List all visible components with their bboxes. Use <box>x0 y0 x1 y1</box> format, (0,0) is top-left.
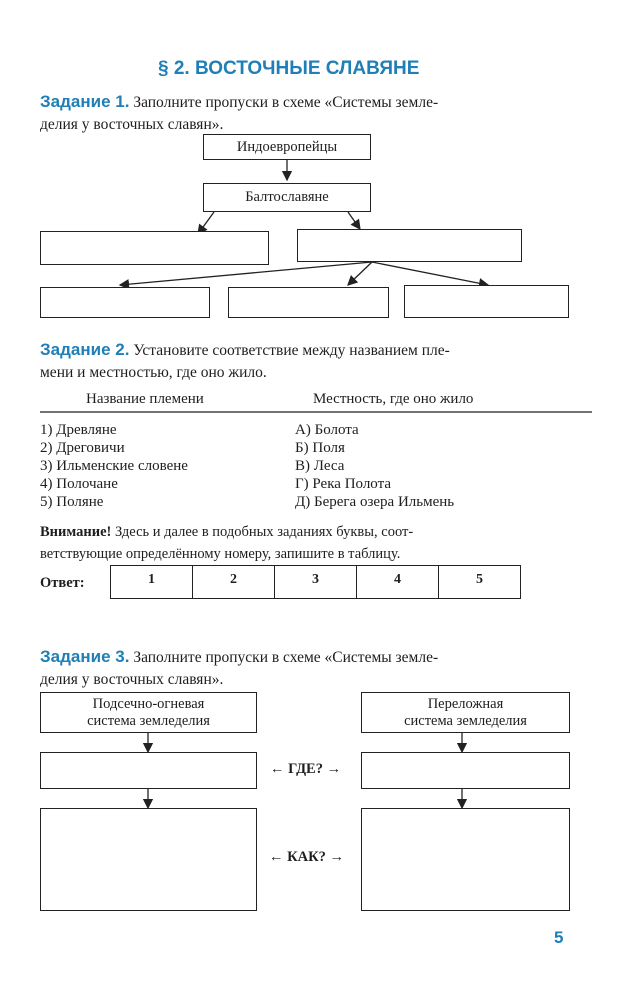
blank-where-right[interactable] <box>361 752 570 789</box>
blank-box-2[interactable] <box>297 229 522 262</box>
attention-line2: ветствующие определённому номеру, запишите в таблицу. <box>40 546 401 562</box>
task2-label: Задание 2. <box>40 340 130 359</box>
place-item: А) Болота <box>295 422 359 438</box>
col-header-place: Местность, где оно жило <box>313 391 474 407</box>
blank-box-4[interactable] <box>228 287 389 318</box>
places-list <box>295 421 454 511</box>
box-slash-and-burn <box>40 692 257 733</box>
attention-label: Внимание! <box>40 524 112 540</box>
blank-box-3[interactable] <box>40 287 210 318</box>
tribe-item: 5) Поляне <box>40 494 104 510</box>
tribe-item: 2) Дреговичи <box>40 440 125 456</box>
how-question: ← КАК? → <box>269 849 344 865</box>
answer-cell-4[interactable]: 4 <box>357 566 439 599</box>
task3-line1: Заполните пропуски в схеме «Системы земле- <box>129 649 439 666</box>
tribes-list <box>40 421 188 511</box>
blank-how-right[interactable] <box>361 808 570 911</box>
attention-note <box>40 521 600 565</box>
blank-how-left[interactable] <box>40 808 257 911</box>
task3-text <box>40 646 600 691</box>
box-fallow <box>361 692 570 733</box>
place-item: Б) Поля <box>295 440 345 456</box>
place-item: Г) Река Полота <box>295 476 392 492</box>
answer-cell-3[interactable]: 3 <box>275 566 357 599</box>
tribe-item: 1) Древляне <box>40 422 117 438</box>
answer-cell-2[interactable]: 2 <box>193 566 275 599</box>
place-item: В) Леса <box>295 458 345 474</box>
task3-line2: делия у восточных славян». <box>40 671 224 688</box>
task1-line2: делия у восточных славян». <box>40 116 224 133</box>
page-title: § 2. ВОСТОЧНЫЕ СЛАВЯНЕ <box>158 58 420 79</box>
task2-line2: мени и местностью, где оно жило. <box>40 364 267 381</box>
attention-line1: Здесь и далее в подобных заданиях буквы, соот- <box>111 524 414 540</box>
blank-box-5[interactable] <box>404 285 569 318</box>
answer-label: Ответ: <box>40 575 85 591</box>
box-slash-and-burn-line2: система земледелия <box>87 712 210 729</box>
task1-label: Задание 1. <box>40 92 130 111</box>
blank-box-1[interactable] <box>40 231 269 265</box>
box-indoeuropeans: Индоевропейцы <box>203 134 371 160</box>
box-fallow-line2: система земледелия <box>404 712 527 729</box>
answer-cell-5[interactable]: 5 <box>439 566 521 599</box>
answer-cell-1[interactable]: 1 <box>111 566 193 599</box>
place-item: Д) Берега озера Ильмень <box>295 494 455 510</box>
task2-line1: Установите соответствие между названием пле- <box>129 342 450 359</box>
task3-label: Задание 3. <box>40 647 130 666</box>
where-question: ← ГДЕ? → <box>270 761 342 777</box>
col-header-tribe: Название племени <box>86 391 204 407</box>
answer-table <box>110 565 521 599</box>
box-fallow-line1: Переложная <box>427 695 504 712</box>
task2-text <box>40 339 600 384</box>
box-slash-and-burn-line1: Подсечно-огневая <box>92 695 205 712</box>
box-baltoslavs: Балтославяне <box>203 183 371 212</box>
tribe-item: 4) Полочане <box>40 476 118 492</box>
page-number: 5 <box>554 928 564 947</box>
tribe-item: 3) Ильменские словене <box>40 458 188 474</box>
blank-where-left[interactable] <box>40 752 257 789</box>
task1-line1: Заполните пропуски в схеме «Системы земле- <box>129 94 439 111</box>
